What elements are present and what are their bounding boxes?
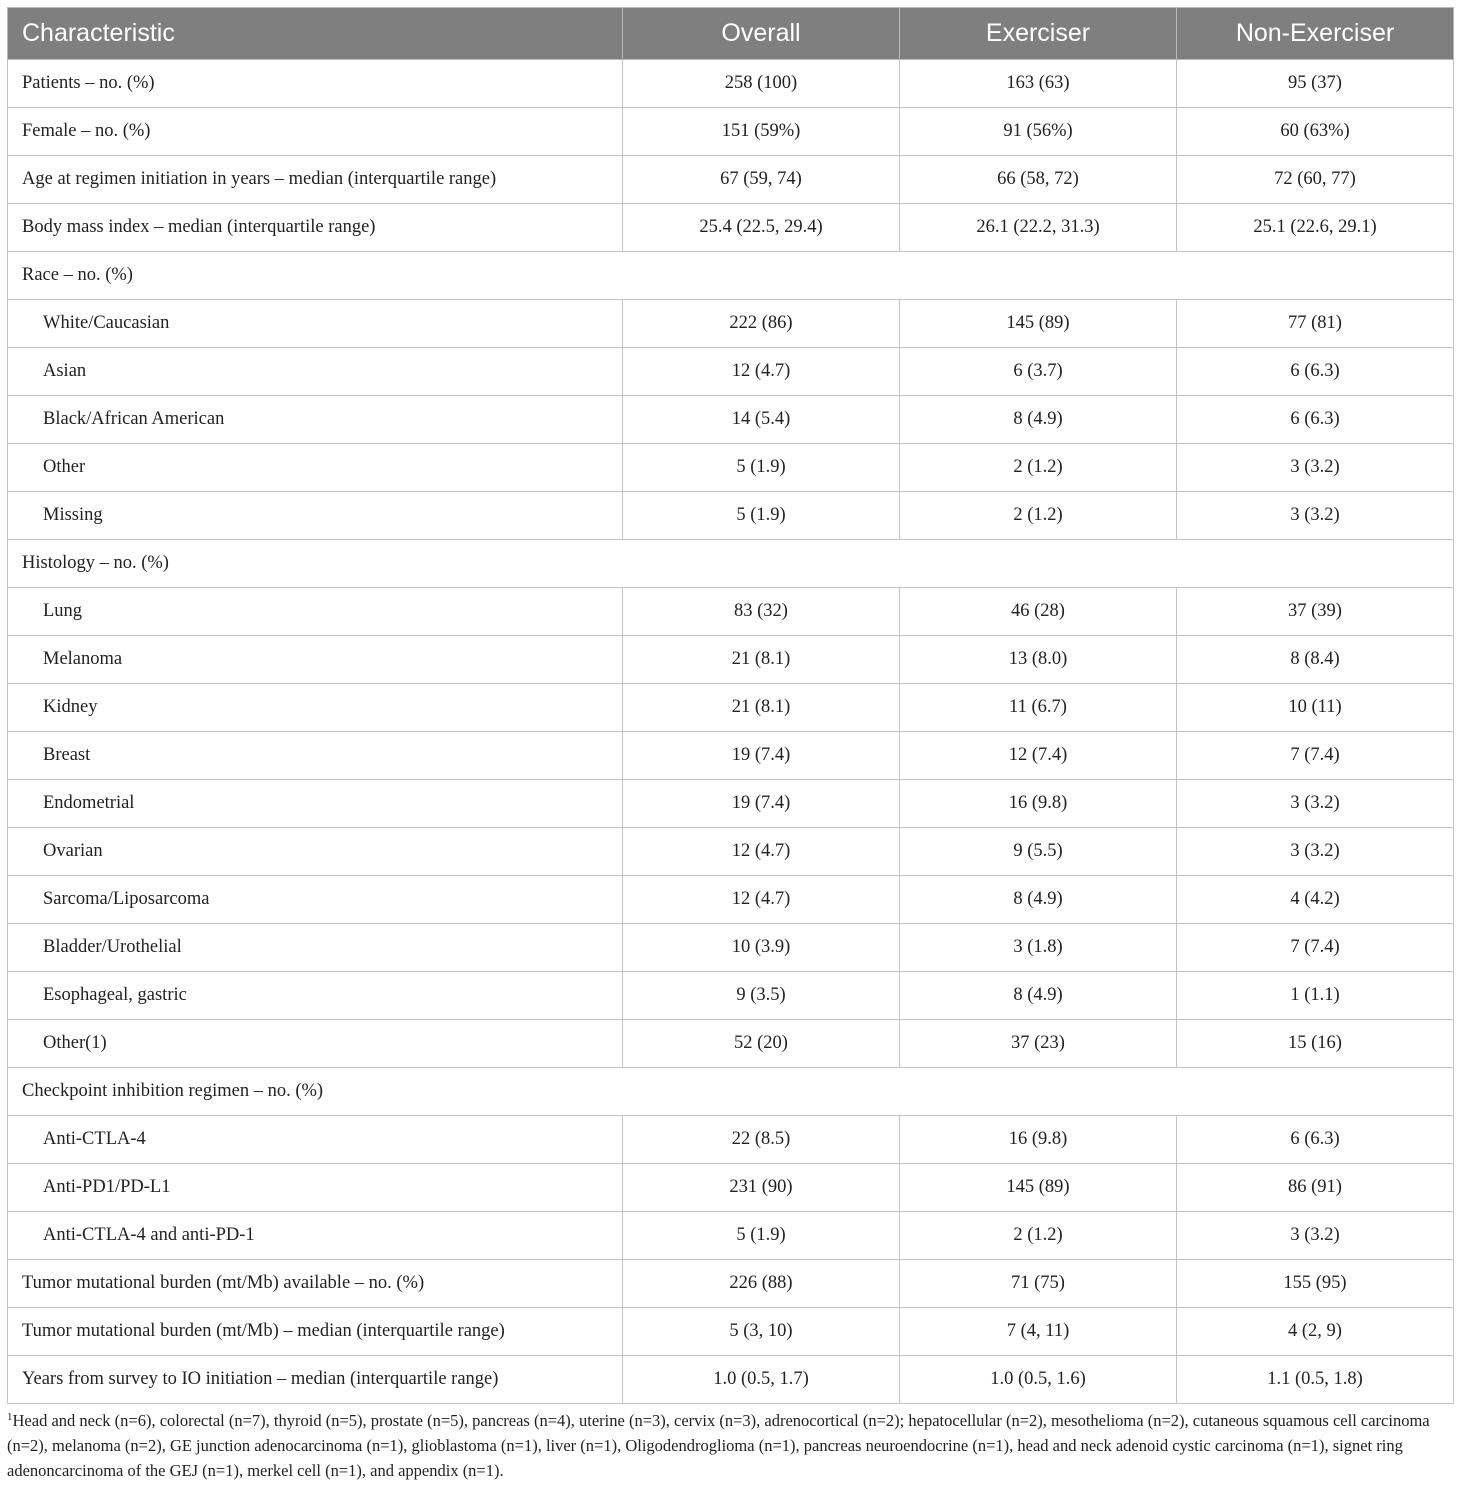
row-label: Sarcoma/Liposarcoma	[8, 876, 623, 924]
table-row	[8, 60, 1454, 108]
header-characteristic: Characteristic	[8, 8, 623, 60]
cell-overall: 226 (88)	[623, 1260, 900, 1308]
row-label: Tumor mutational burden (mt/Mb) – median (interquartile range)	[8, 1308, 623, 1356]
table-row	[8, 780, 1454, 828]
cell-overall: 1.0 (0.5, 1.7)	[623, 1356, 900, 1404]
cell-overall: 5 (1.9)	[623, 492, 900, 540]
table-row	[8, 444, 1454, 492]
cell-exerciser: 2 (1.2)	[900, 444, 1177, 492]
cell-exerciser: 145 (89)	[900, 300, 1177, 348]
cell-exerciser: 9 (5.5)	[900, 828, 1177, 876]
table-row	[8, 828, 1454, 876]
cell-exerciser: 66 (58, 72)	[900, 156, 1177, 204]
cell-non-exerciser: 25.1 (22.6, 29.1)	[1177, 204, 1454, 252]
section-row	[8, 1068, 1454, 1116]
cell-overall: 21 (8.1)	[623, 636, 900, 684]
row-label: Female – no. (%)	[8, 108, 623, 156]
table-row	[8, 348, 1454, 396]
row-label: Ovarian	[8, 828, 623, 876]
table-row	[8, 492, 1454, 540]
row-label: Black/African American	[8, 396, 623, 444]
table-row	[8, 1356, 1454, 1404]
cell-overall: 12 (4.7)	[623, 348, 900, 396]
cell-non-exerciser: 4 (4.2)	[1177, 876, 1454, 924]
row-label: Anti-PD1/PD-L1	[8, 1164, 623, 1212]
cell-exerciser: 13 (8.0)	[900, 636, 1177, 684]
cell-exerciser: 8 (4.9)	[900, 876, 1177, 924]
characteristics-table	[7, 7, 1454, 1404]
cell-overall: 10 (3.9)	[623, 924, 900, 972]
row-label: Anti-CTLA-4	[8, 1116, 623, 1164]
cell-overall: 19 (7.4)	[623, 780, 900, 828]
row-label: Asian	[8, 348, 623, 396]
row-label: Endometrial	[8, 780, 623, 828]
table-row	[8, 108, 1454, 156]
table-row	[8, 972, 1454, 1020]
footnote-marker: 1	[7, 1411, 13, 1423]
cell-exerciser: 1.0 (0.5, 1.6)	[900, 1356, 1177, 1404]
cell-non-exerciser: 8 (8.4)	[1177, 636, 1454, 684]
section-row	[8, 252, 1454, 300]
cell-exerciser: 11 (6.7)	[900, 684, 1177, 732]
row-label: Anti-CTLA-4 and anti-PD-1	[8, 1212, 623, 1260]
row-label: Esophageal, gastric	[8, 972, 623, 1020]
cell-overall: 22 (8.5)	[623, 1116, 900, 1164]
cell-non-exerciser: 77 (81)	[1177, 300, 1454, 348]
cell-non-exerciser: 3 (3.2)	[1177, 828, 1454, 876]
table-row	[8, 732, 1454, 780]
header-row	[8, 8, 1454, 60]
cell-overall: 19 (7.4)	[623, 732, 900, 780]
cell-non-exerciser: 15 (16)	[1177, 1020, 1454, 1068]
cell-exerciser: 37 (23)	[900, 1020, 1177, 1068]
table-row	[8, 876, 1454, 924]
table-row	[8, 1020, 1454, 1068]
cell-overall: 21 (8.1)	[623, 684, 900, 732]
section-label: Race – no. (%)	[8, 252, 1454, 300]
row-label: Lung	[8, 588, 623, 636]
table-body	[8, 60, 1454, 1404]
cell-non-exerciser: 4 (2, 9)	[1177, 1308, 1454, 1356]
row-label: White/Caucasian	[8, 300, 623, 348]
row-label: Age at regimen initiation in years – median (interquartile range)	[8, 156, 623, 204]
cell-exerciser: 8 (4.9)	[900, 396, 1177, 444]
cell-overall: 12 (4.7)	[623, 876, 900, 924]
section-label: Checkpoint inhibition regimen – no. (%)	[8, 1068, 1454, 1116]
cell-exerciser: 145 (89)	[900, 1164, 1177, 1212]
cell-overall: 25.4 (22.5, 29.4)	[623, 204, 900, 252]
cell-overall: 258 (100)	[623, 60, 900, 108]
section-row	[8, 540, 1454, 588]
table-row	[8, 924, 1454, 972]
cell-non-exerciser: 3 (3.2)	[1177, 444, 1454, 492]
cell-overall: 151 (59%)	[623, 108, 900, 156]
cell-exerciser: 6 (3.7)	[900, 348, 1177, 396]
cell-overall: 5 (1.9)	[623, 444, 900, 492]
cell-overall: 14 (5.4)	[623, 396, 900, 444]
row-label: Patients – no. (%)	[8, 60, 623, 108]
row-label: Body mass index – median (interquartile range)	[8, 204, 623, 252]
cell-exerciser: 3 (1.8)	[900, 924, 1177, 972]
row-label: Breast	[8, 732, 623, 780]
cell-exerciser: 12 (7.4)	[900, 732, 1177, 780]
cell-exerciser: 2 (1.2)	[900, 1212, 1177, 1260]
cell-exerciser: 71 (75)	[900, 1260, 1177, 1308]
cell-non-exerciser: 86 (91)	[1177, 1164, 1454, 1212]
cell-exerciser: 16 (9.8)	[900, 780, 1177, 828]
cell-non-exerciser: 3 (3.2)	[1177, 780, 1454, 828]
cell-overall: 9 (3.5)	[623, 972, 900, 1020]
cell-overall: 12 (4.7)	[623, 828, 900, 876]
cell-non-exerciser: 72 (60, 77)	[1177, 156, 1454, 204]
cell-exerciser: 163 (63)	[900, 60, 1177, 108]
footnote-text: Head and neck (n=6), colorectal (n=7), thyroid (n=5), prostate (n=5), pancreas (n=4), uterine (n=3), cervix (n=3), adrenocortical (n=2); hepatocellular (n=2), mesothelioma (n=2), cutaneous squamous cell carcinoma (n=2), melanoma (n=2), GE junction adenocarcinoma (n=1), glioblastoma (n=1), liver (n=1), Oligodendroglioma (n=1), pancreas neuroendocrine (n=1), head and neck adenoid cystic carcinoma (n=1), signet ring adenoncarcinoma of the GEJ (n=1), merkel cell (n=1), and appendix (n=1).	[7, 1411, 1430, 1480]
cell-exerciser: 91 (56%)	[900, 108, 1177, 156]
cell-non-exerciser: 6 (6.3)	[1177, 1116, 1454, 1164]
cell-overall: 222 (86)	[623, 300, 900, 348]
cell-exerciser: 8 (4.9)	[900, 972, 1177, 1020]
table-row	[8, 1260, 1454, 1308]
row-label: Other	[8, 444, 623, 492]
cell-overall: 83 (32)	[623, 588, 900, 636]
cell-non-exerciser: 60 (63%)	[1177, 108, 1454, 156]
table-row	[8, 588, 1454, 636]
cell-overall: 5 (1.9)	[623, 1212, 900, 1260]
row-label: Kidney	[8, 684, 623, 732]
cell-overall: 67 (59, 74)	[623, 156, 900, 204]
row-label: Bladder/Urothelial	[8, 924, 623, 972]
table-row	[8, 1212, 1454, 1260]
cell-non-exerciser: 6 (6.3)	[1177, 348, 1454, 396]
cell-non-exerciser: 6 (6.3)	[1177, 396, 1454, 444]
row-label: Tumor mutational burden (mt/Mb) available – no. (%)	[8, 1260, 623, 1308]
row-label: Melanoma	[8, 636, 623, 684]
table-row	[8, 1164, 1454, 1212]
cell-exerciser: 26.1 (22.2, 31.3)	[900, 204, 1177, 252]
table-container	[7, 7, 1453, 1483]
header-exerciser: Exerciser	[900, 8, 1177, 60]
table-row	[8, 396, 1454, 444]
cell-exerciser: 16 (9.8)	[900, 1116, 1177, 1164]
cell-non-exerciser: 3 (3.2)	[1177, 1212, 1454, 1260]
cell-non-exerciser: 155 (95)	[1177, 1260, 1454, 1308]
cell-non-exerciser: 7 (7.4)	[1177, 924, 1454, 972]
cell-non-exerciser: 1 (1.1)	[1177, 972, 1454, 1020]
table-row	[8, 636, 1454, 684]
cell-non-exerciser: 1.1 (0.5, 1.8)	[1177, 1356, 1454, 1404]
cell-overall: 52 (20)	[623, 1020, 900, 1068]
row-label: Missing	[8, 492, 623, 540]
cell-overall: 231 (90)	[623, 1164, 900, 1212]
cell-exerciser: 7 (4, 11)	[900, 1308, 1177, 1356]
cell-overall: 5 (3, 10)	[623, 1308, 900, 1356]
section-label: Histology – no. (%)	[8, 540, 1454, 588]
row-label: Years from survey to IO initiation – median (interquartile range)	[8, 1356, 623, 1404]
table-row	[8, 1116, 1454, 1164]
cell-exerciser: 2 (1.2)	[900, 492, 1177, 540]
table-row	[8, 156, 1454, 204]
cell-non-exerciser: 3 (3.2)	[1177, 492, 1454, 540]
cell-exerciser: 46 (28)	[900, 588, 1177, 636]
header-overall: Overall	[623, 8, 900, 60]
table-row	[8, 684, 1454, 732]
cell-non-exerciser: 10 (11)	[1177, 684, 1454, 732]
cell-non-exerciser: 7 (7.4)	[1177, 732, 1454, 780]
table-row	[8, 1308, 1454, 1356]
header-non-exerciser: Non-Exerciser	[1177, 8, 1454, 60]
table-row	[8, 204, 1454, 252]
cell-non-exerciser: 95 (37)	[1177, 60, 1454, 108]
row-label: Other(1)	[8, 1020, 623, 1068]
footnote	[7, 1408, 1453, 1483]
table-row	[8, 300, 1454, 348]
cell-non-exerciser: 37 (39)	[1177, 588, 1454, 636]
